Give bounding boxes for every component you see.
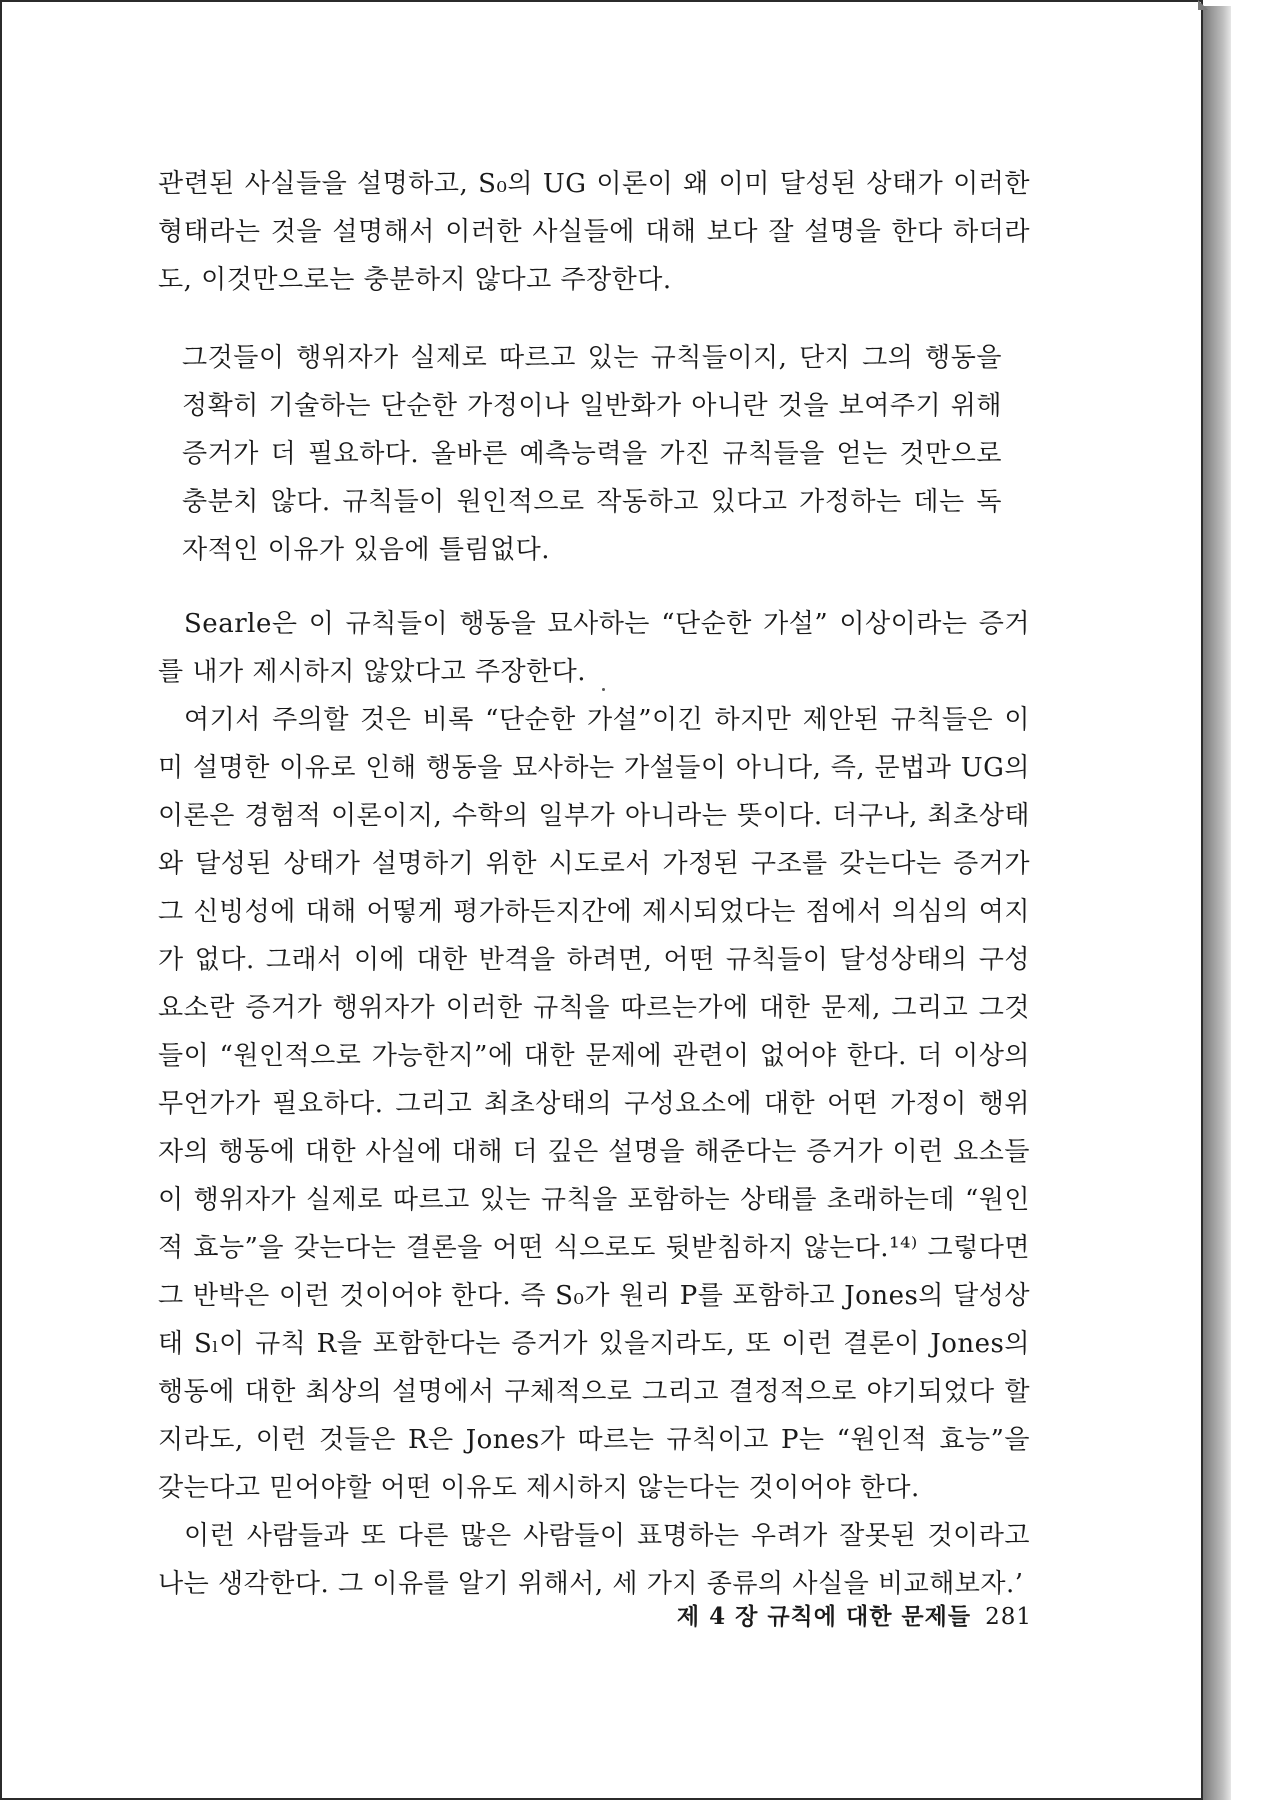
- body-text-top: [158, 160, 1030, 304]
- paragraph-continuation: 관련된 사실들을 설명하고, S₀의 UG 이론이 왜 이미 달성된 상태가 이러한 형태라는 것을 설명해서 이러한 사실들에 대해 보다 잘 설명을 한다 하더라도, 이것만으로는 충분하지 않다고 주장한다.: [158, 169, 1030, 295]
- body-text-main: [158, 600, 1030, 1608]
- paragraph-argument: 여기서 주의할 것은 비록 “단순한 가설”이긴 하지만 제안된 규칙들은 이미 설명한 이유로 인해 행동을 묘사하는 가설들이 아니다, 즉, 문법과 UG의 이론은 경험적 이론이지, 수학의 일부가 아니라는 뜻이다. 더구나, 최초상태와 달성된 상태가 설명하기 위한 시도로서 가정된 구조를 갖는다는 증거가 그 신빙성에 대해 어떻게 평가하든지간에 제시되었다는 점에서 의심의 여지가 없다. 그래서 이에 대한 반격을 하려면, 어떤 규칙들이 달성상태의 구성요소란 증거가 행위자가 이러한 규칙을 따르는가에 대한 문제, 그리고 그것들이 “원인적으로 가능한지”에 대한 문제에 관련이 없어야 한다. 더 이상의 무언가가 필요하다. 그리고 최초상태의 구성요소에 대한 어떤 가정이 행위자의 행동에 대한 사실에 대해 더 깊은 설명을 해준다는 증거가 이런 요소들이 행위자가 실제로 따르고 있는 규칙을 포함하는 상태를 초래하는데 “원인적 효능”을 갖는다는 결론을 어떤 식으로도 뒷받침하지 않는다.¹⁴⁾ 그렇다면 그 반박은 이런 것이어야 한다. 즉 S₀가 원리 P를 포함하고 Jones의 달성상태 Sₗ이 규칙 R을 포함한다는 증거가 있을지라도, 또 이런 결론이 Jones의 행동에 대한 최상의 설명에서 구체적으로 그리고 결정적으로 야기되었다 할지라도, 이런 것들은 R은 Jones가 따르는 규칙이고 P는 “원인적 효능”을 갖는다고 믿어야할 어떤 이유도 제시하지 않는다는 것이어야 한다.: [158, 705, 1030, 1503]
- page-edge-corner: [1198, 0, 1208, 10]
- block-quote: [182, 334, 1002, 574]
- running-footer-chapter: 제 4 장 규칙에 대한 문제들: [676, 1603, 972, 1630]
- page-footer: [640, 1598, 1032, 1631]
- page-number: 281: [985, 1604, 1032, 1630]
- page-edge-shadow: [1203, 6, 1231, 1800]
- quote-paragraph: 그것들이 행위자가 실제로 따르고 있는 규칙들이지, 단지 그의 행동을 정확히 기술하는 단순한 가정이나 일반화가 아니란 것을 보여주기 위해 증거가 더 필요하다. 올바른 예측능력을 가진 규칙들을 얻는 것만으로 충분치 않다. 규칙들이 원인적으로 작동하고 있다고 가정하는 데는 독자적인 이유가 있음에 틀림없다.: [182, 343, 1002, 565]
- paragraph-searle: Searle은 이 규칙들이 행동을 묘사하는 “단순한 가설” 이상이라는 증거를 내가 제시하지 않았다고 주장한다.: [158, 609, 1030, 687]
- print-speck: [602, 688, 605, 691]
- paragraph-conclusion: 이런 사람들과 또 다른 많은 사람들이 표명하는 우려가 잘못된 것이라고 나는 생각한다. 그 이유를 알기 위해서, 세 가지 종류의 사실을 비교해보자.’: [158, 1521, 1030, 1599]
